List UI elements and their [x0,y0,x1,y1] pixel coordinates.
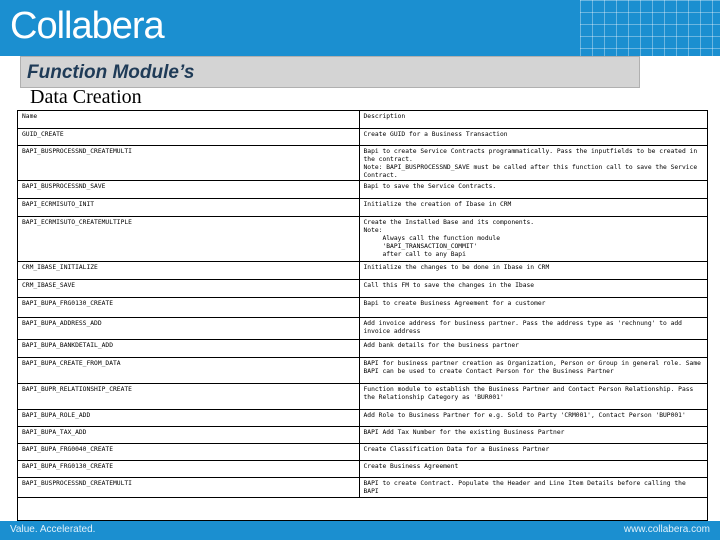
function-name-cell: BAPI_BUPA_ROLE_ADD [18,409,359,426]
table-row [18,339,707,357]
footer-band [0,521,720,540]
description-cell: Create the Installed Base and its components. Note: Always call the function module 'BAPI_TRANSACTION_COMMIT' after call to any Bapi [359,216,707,261]
table-row [18,460,707,477]
function-name-cell: BAPI_ECRMISUTO_CREATEMULTIPLE [18,216,359,261]
grid-decoration [580,0,720,56]
table-row [18,443,707,460]
header-band [0,0,720,56]
column-header-description: Description [359,111,707,128]
description-cell: Bapi to create Business Agreement for a customer [359,297,707,317]
description-cell: Add Role to Business Partner for e.g. Sold to Party 'CRM001', Contact Person 'BUP001' [359,409,707,426]
function-name-cell: BAPI_BUPA_TAX_ADD [18,426,359,443]
table-row [18,198,707,216]
table-row [18,279,707,297]
description-cell: BAPI to create Contract. Populate the Header and Line Item Details before calling the BAPI [359,477,707,497]
table-row [18,426,707,443]
description-cell: Create Classification Data for a Business Partner [359,443,707,460]
table-row [18,128,707,145]
function-name-cell: BAPI_BUPA_FRG0040_CREATE [18,443,359,460]
function-name-cell: BAPI_ECRMISUTO_INIT [18,198,359,216]
function-name-cell: BAPI_BUPA_BANKDETAIL_ADD [18,339,359,357]
description-cell: Add bank details for the business partner [359,339,707,357]
function-name-cell: BAPI_BUSPROCESSND_CREATEMULTI [18,145,359,180]
description-cell: BAPI Add Tax Number for the existing Business Partner [359,426,707,443]
description-cell: Create Business Agreement [359,460,707,477]
function-name-cell: BAPI_BUPA_FRG0130_CREATE [18,460,359,477]
table-row [18,383,707,409]
slide-subtitle: Data Creation [30,86,142,108]
function-name-cell: BAPI_BUSPROCESSND_SAVE [18,180,359,198]
table-row [18,180,707,198]
function-name-cell: BAPI_BUSPROCESSND_CREATEMULTI [18,477,359,497]
description-cell: Bapi to create Service Contracts programmatically. Pass the inputfields to be created in the contract. Note: BAPI_BUSPROCESSND_SAVE must be called after this function call to save the Service Contract. [359,145,707,180]
table-row [18,297,707,317]
function-name-cell: BAPI_BUPA_CREATE_FROM_DATA [18,357,359,383]
function-module-table [17,110,708,521]
footer-url: www.collabera.com [623,524,710,535]
slide-title: Function Module’s [27,62,195,83]
table-row [18,409,707,426]
function-name-cell: BAPI_BUPA_FRG0130_CREATE [18,297,359,317]
function-name-cell: CRM_IBASE_INITIALIZE [18,261,359,279]
description-cell: Create GUID for a Business Transaction [359,128,707,145]
function-name-cell: BAPI_BUPR_RELATIONSHIP_CREATE [18,383,359,409]
description-cell: Add invoice address for business partner. Pass the address type as 'rechnung' to add invoice address [359,317,707,339]
slide-title-bar [20,56,640,88]
table-row [18,261,707,279]
description-cell: Bapi to save the Service Contracts. [359,180,707,198]
function-name-cell: CRM_IBASE_SAVE [18,279,359,297]
description-cell: Call this FM to save the changes in the Ibase [359,279,707,297]
description-cell: BAPI for business partner creation as Organization, Person or Group in general role. Same BAPI can be used to create Contact Person for the Business Partner [359,357,707,383]
function-name-cell: BAPI_BUPA_ADDRESS_ADD [18,317,359,339]
collabera-logo: Collabera [10,5,164,47]
table-row [18,145,707,180]
description-cell: Initialize the changes to be done in Ibase in CRM [359,261,707,279]
description-cell: Function module to establish the Business Partner and Contact Person Relationship. Pass the Relationship Category as 'BUR001' [359,383,707,409]
table-row [18,357,707,383]
table-row [18,216,707,261]
table-header-row [18,111,707,128]
function-name-cell: GUID_CREATE [18,128,359,145]
table-row [18,477,707,497]
column-header-name: Name [18,111,359,128]
table-row [18,317,707,339]
footer-tagline: Value. Accelerated. [10,524,96,535]
description-cell: Initialize the creation of Ibase in CRM [359,198,707,216]
